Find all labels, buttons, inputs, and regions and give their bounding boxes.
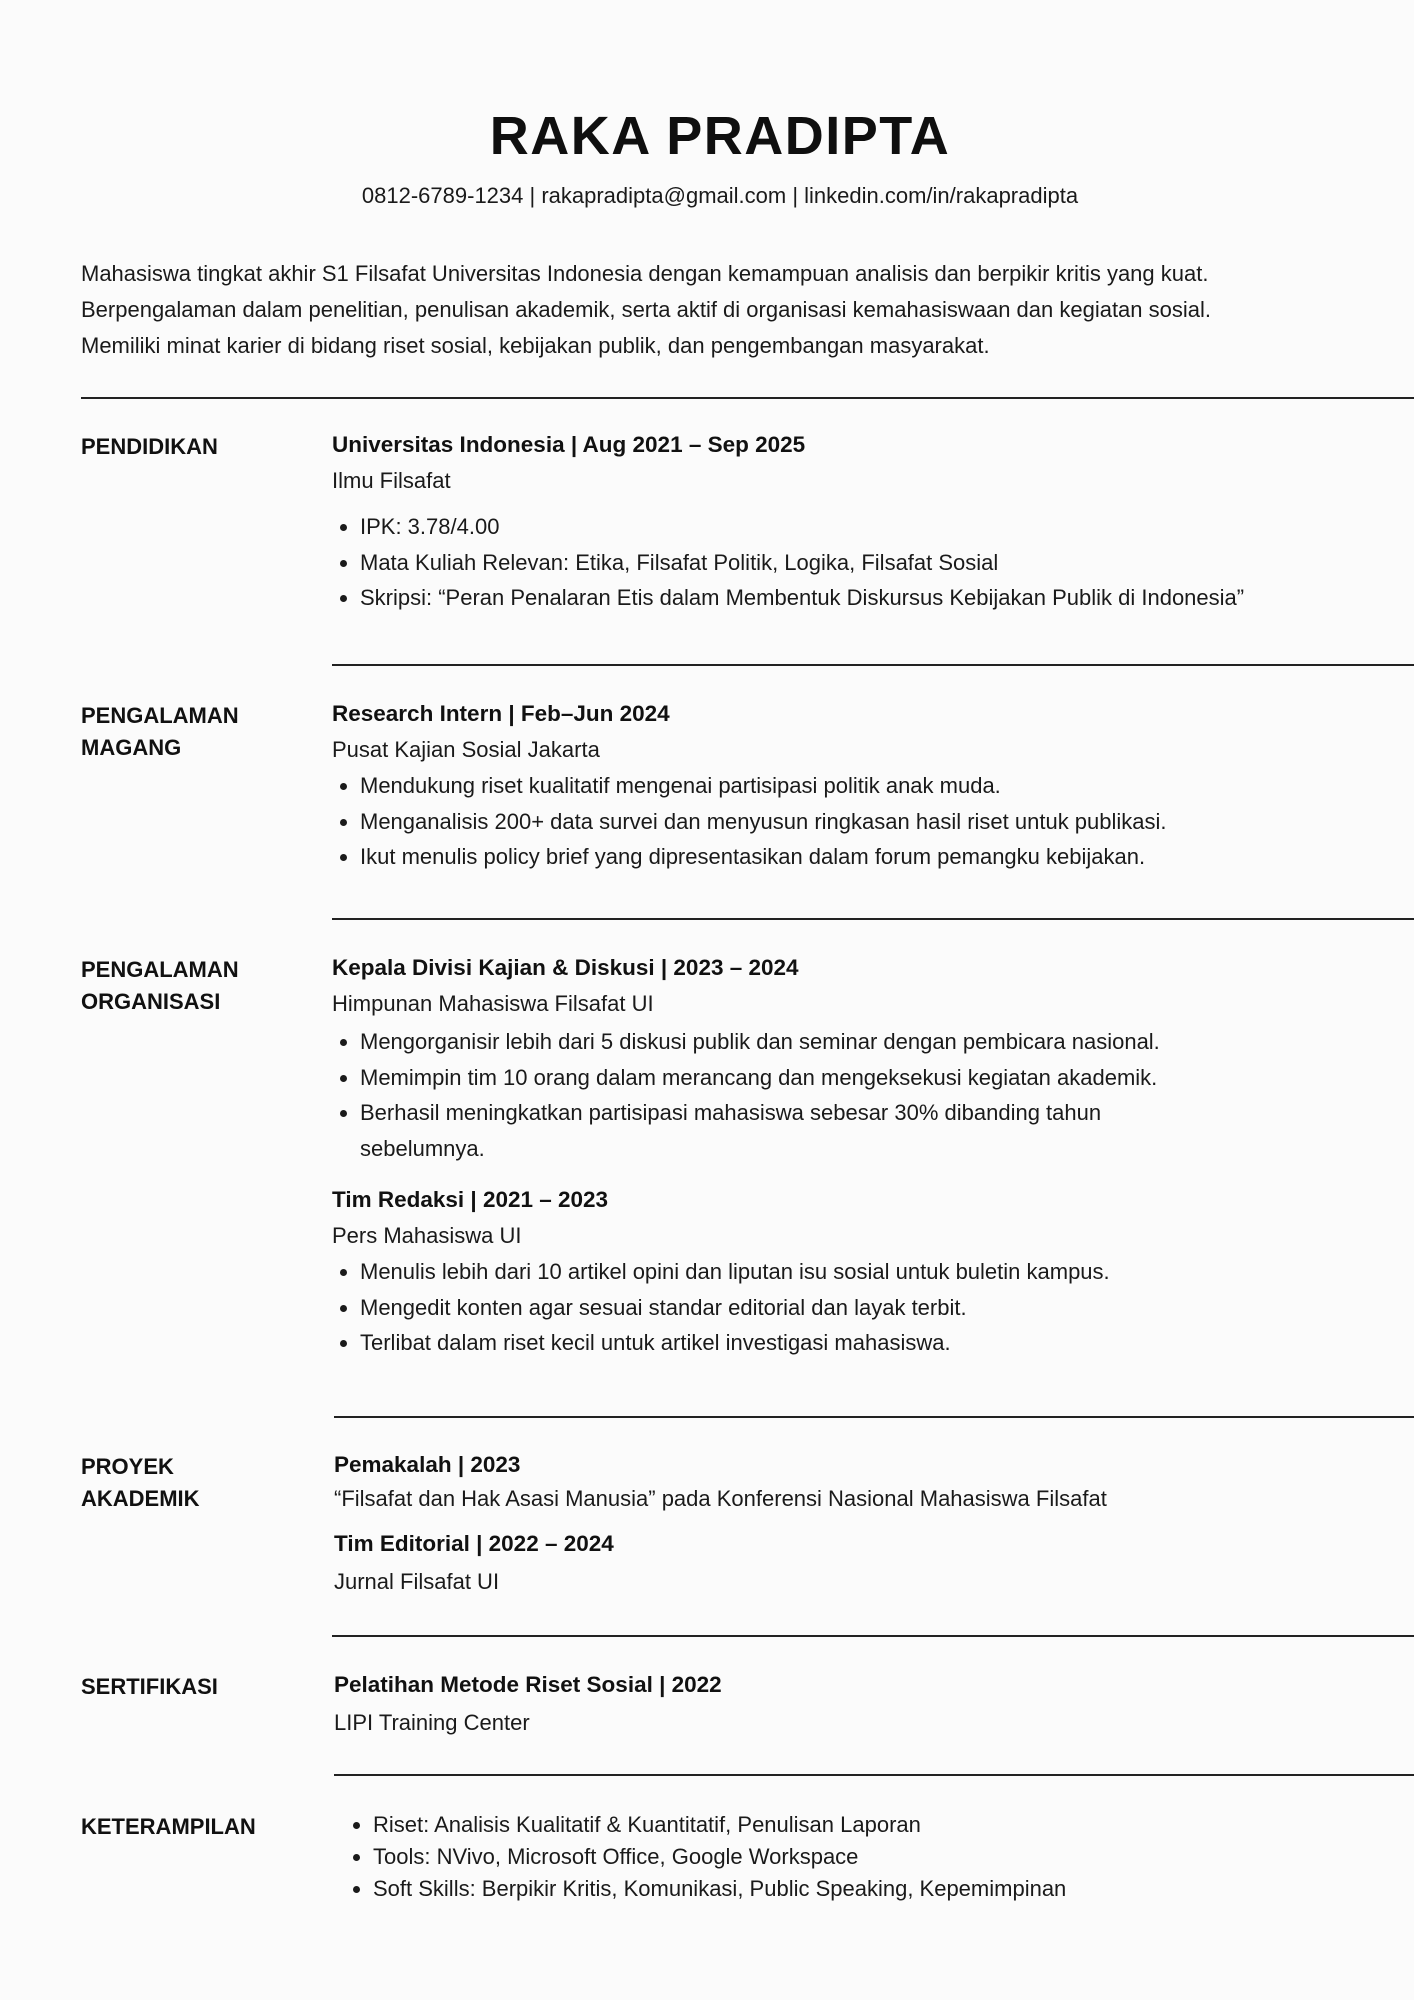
- list-item: • Mengorganisir lebih dari 5 diskusi publik dan seminar dengan pembicara nasional.: [360, 1024, 1312, 1060]
- section-label-skills: KETERAMPILAN: [81, 1814, 256, 1839]
- entry-title: Research Intern | Feb–Jun 2024: [332, 701, 670, 726]
- entry-subtitle: Pers Mahasiswa UI: [332, 1223, 522, 1248]
- summary-line: Mahasiswa tingkat akhir S1 Filsafat Universitas Indonesia dengan kemampuan analisis dan berpikir kritis yang kuat.: [81, 261, 1209, 286]
- summary-line: Memiliki minat karier di bidang riset sosial, kebijakan publik, dan pengembangan masyarakat.: [81, 333, 990, 358]
- entry-title: Tim Redaksi | 2021 – 2023: [332, 1187, 609, 1212]
- list-item: • Skripsi: “Peran Penalaran Etis dalam Membentuk Diskursus Kebijakan Publik di Indonesia”: [360, 580, 1392, 616]
- summary-line: Berpengalaman dalam penelitian, penulisan akademik, serta aktif di organisasi kemahasiswaan dan kegiatan sosial.: [81, 297, 1212, 322]
- organization-entry: [332, 952, 1312, 1361]
- list-item: • Ikut menulis policy brief yang dipresentasikan dalam forum pemangku kebijakan.: [360, 839, 1392, 875]
- entry-title: Tim Editorial | 2022 – 2024: [334, 1531, 614, 1556]
- list-item: • Terlibat dalam riset kecil untuk artikel investigasi mahasiswa.: [360, 1325, 1312, 1361]
- list-item: • Mengedit konten agar sesuai standar editorial dan layak terbit.: [360, 1290, 1312, 1326]
- label-line: AKADEMIK: [81, 1486, 200, 1511]
- divider: [332, 1635, 1414, 1637]
- internship-entry: [332, 698, 1392, 875]
- list-item: • Soft Skills: Berpikir Kritis, Komunikasi, Public Speaking, Kepemimpinan: [373, 1873, 1405, 1905]
- list-item: • Riset: Analisis Kualitatif & Kuantitatif, Penulisan Laporan: [373, 1809, 1405, 1841]
- divider: [332, 664, 1414, 666]
- label-line: PROYEK: [81, 1454, 174, 1479]
- entry-title: Universitas Indonesia | Aug 2021 – Sep 2025: [332, 432, 806, 457]
- divider: [334, 1774, 1414, 1776]
- bullet-list: [345, 1809, 1405, 1905]
- list-item: • Berhasil meningkatkan partisipasi mahasiswa sebesar 30% dibanding tahun sebelumnya.: [360, 1095, 1200, 1166]
- label-line: PENGALAMAN: [81, 957, 239, 982]
- list-item: • Menulis lebih dari 10 artikel opini dan liputan isu sosial untuk buletin kampus.: [360, 1254, 1312, 1290]
- entry-subtitle: Pusat Kajian Sosial Jakarta: [332, 737, 600, 762]
- list-item: • Menganalisis 200+ data survei dan menyusun ringkasan hasil riset untuk publikasi.: [360, 804, 1392, 840]
- projects-entry: [334, 1449, 1394, 1598]
- entry-subtitle: Ilmu Filsafat: [332, 468, 451, 493]
- entry-subtitle: Jurnal Filsafat UI: [334, 1569, 500, 1594]
- bullet-list: [332, 768, 1392, 875]
- entry-subtitle: Himpunan Mahasiswa Filsafat UI: [332, 991, 654, 1016]
- section-label-certification: SERTIFIKASI: [81, 1674, 218, 1699]
- label-line: ORGANISASI: [81, 989, 221, 1014]
- skills-entry: [345, 1809, 1405, 1905]
- entry-subtitle: LIPI Training Center: [334, 1710, 530, 1735]
- label-line: PENGALAMAN: [81, 703, 239, 728]
- entry-title: Pemakalah | 2023: [334, 1452, 521, 1477]
- certification-entry: [334, 1669, 1394, 1739]
- section-label-projects: [81, 1451, 301, 1515]
- contact-line: 0812-6789-1234 | rakapradipta@gmail.com | linkedin.com/in/rakapradipta: [361, 183, 1079, 208]
- section-label-education: PENDIDIKAN: [81, 434, 218, 459]
- entry-subtitle: “Filsafat dan Hak Asasi Manusia” pada Konferensi Nasional Mahasiswa Filsafat: [334, 1486, 1107, 1511]
- divider: [332, 918, 1414, 920]
- education-entry: [332, 429, 1392, 616]
- entry-title: Pelatihan Metode Riset Sosial | 2022: [334, 1672, 722, 1697]
- bullet-list: [332, 1254, 1312, 1361]
- resume-name: RAKA PRADIPTA: [489, 106, 951, 166]
- list-item: • Tools: NVivo, Microsoft Office, Google Workspace: [373, 1841, 1405, 1873]
- section-label-organization: [81, 954, 301, 1018]
- list-item: • IPK: 3.78/4.00: [360, 509, 1392, 545]
- divider: [334, 1416, 1414, 1418]
- list-item: • Memimpin tim 10 orang dalam merancang dan mengeksekusi kegiatan akademik.: [360, 1060, 1312, 1096]
- bullet-list: [332, 509, 1392, 616]
- list-item: • Mendukung riset kualitatif mengenai partisipasi politik anak muda.: [360, 768, 1392, 804]
- divider: [81, 397, 1414, 399]
- list-item: • Mata Kuliah Relevan: Etika, Filsafat Politik, Logika, Filsafat Sosial: [360, 545, 1392, 581]
- bullet-list: [332, 1024, 1312, 1166]
- entry-title: Kepala Divisi Kajian & Diskusi | 2023 – 2024: [332, 955, 799, 980]
- section-label-internship: [81, 700, 301, 764]
- profile-summary: [81, 256, 1381, 364]
- label-line: MAGANG: [81, 735, 182, 760]
